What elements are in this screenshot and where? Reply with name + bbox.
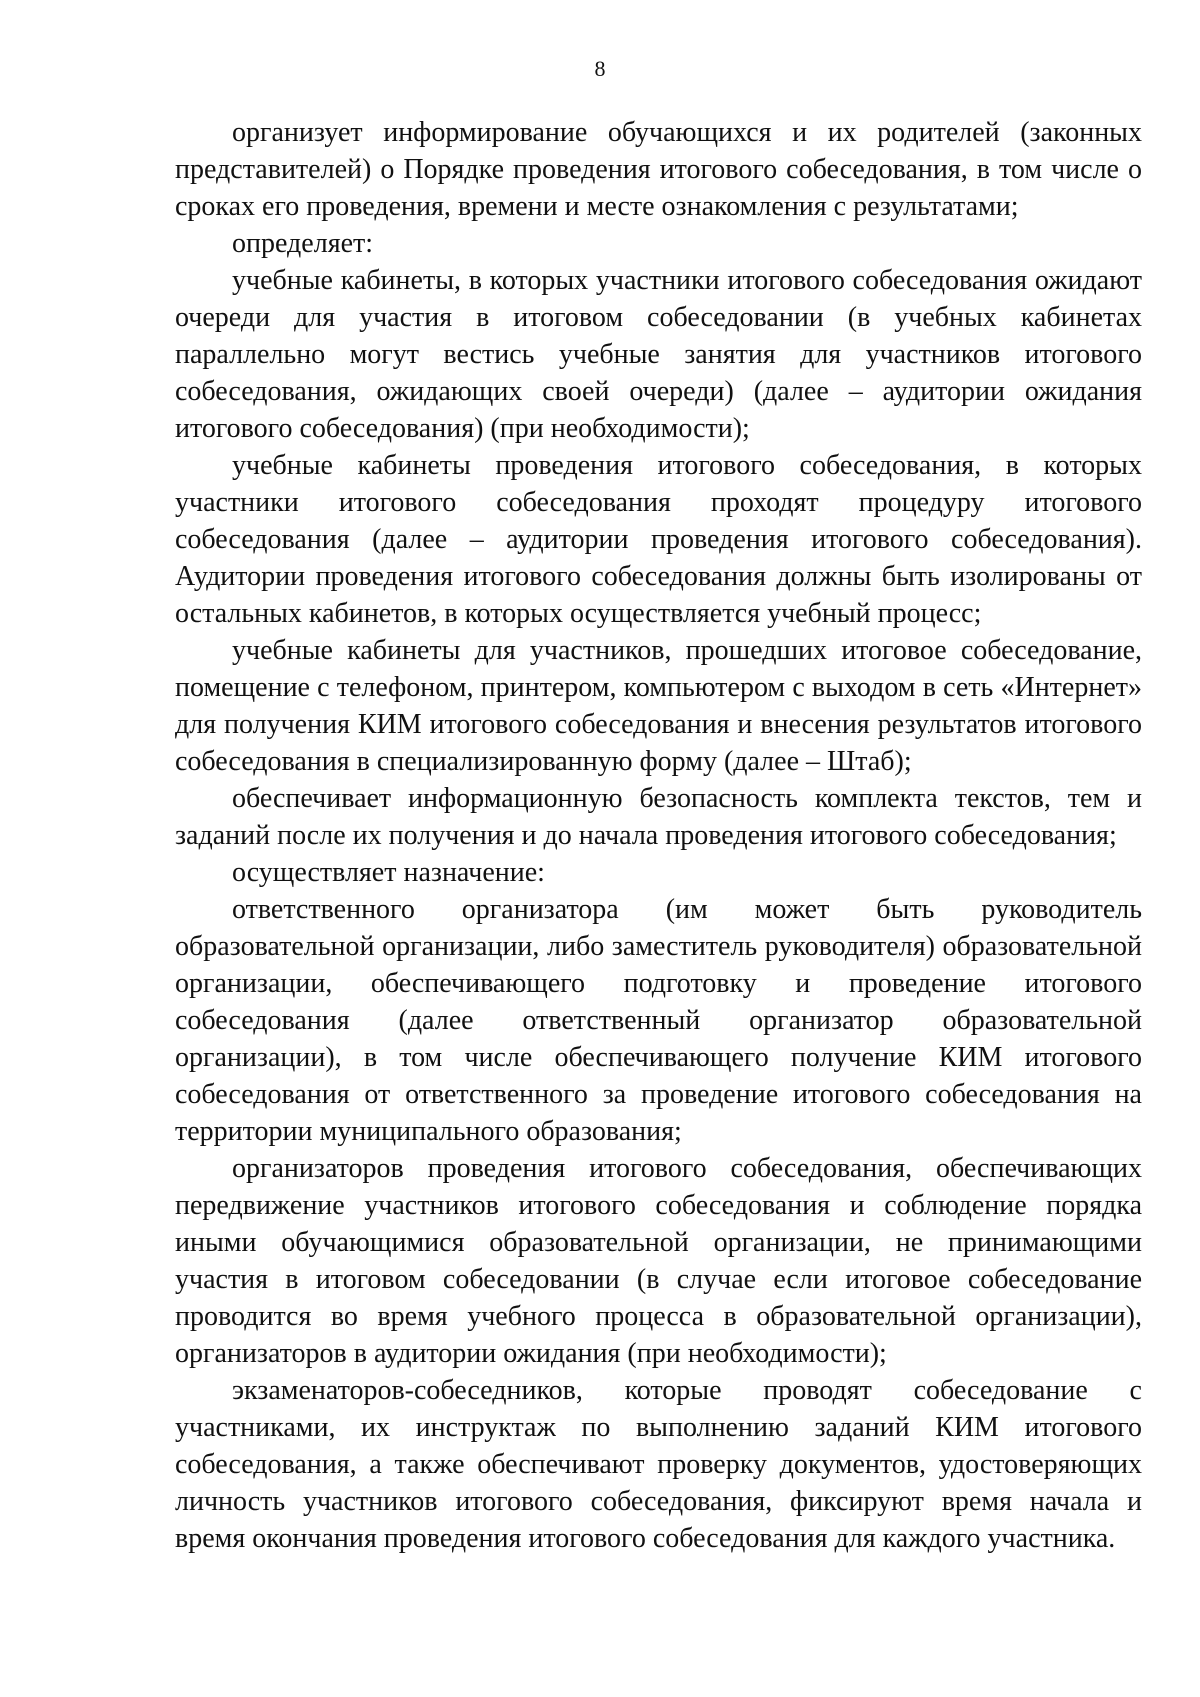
- paragraph: учебные кабинеты для участников, прошедших итоговое собеседование, помещение с телефоном, принтером, компьютером с выходом в сеть «Интернет» для получения КИМ итогового собеседования и внесения результатов итогового собеседования в специализированную форму (далее – Штаб);: [175, 635, 1142, 777]
- paragraph: учебные кабинеты проведения итогового собеседования, в которых участники итогового собеседования проходят процедуру итогового собеседования (далее – аудитории проведения итогового собеседования). Аудитории проведения итогового собеседования должны быть изолированы от остальных кабинетов, в которых осуществляется учебный процесс;: [175, 450, 1142, 629]
- page-number: 8: [594, 56, 606, 81]
- paragraph: определяет:: [232, 228, 374, 259]
- document-body: [175, 114, 1142, 1557]
- paragraph: экзаменаторов-собеседников, которые проводят собеседование с участниками, их инструктаж по выполнению заданий КИМ итогового собеседования, а также обеспечивают проверку документов, удостоверяющих личность участников итогового собеседования, фиксируют время начала и время окончания проведения итогового собеседования для каждого участника.: [175, 1375, 1142, 1554]
- paragraph: организаторов проведения итогового собеседования, обеспечивающих передвижение участников итогового собеседования и соблюдение порядка иными обучающимися образовательной организации, не принимающими участия в итоговом собеседовании (в случае если итоговое собеседование проводится во время учебного процесса в образовательной организации), организаторов в аудитории ожидания (при необходимости);: [175, 1153, 1142, 1369]
- paragraph: учебные кабинеты, в которых участники итогового собеседования ожидают очереди для участия в итоговом собеседовании (в учебных кабинетах параллельно могут вестись учебные занятия для участников итогового собеседования, ожидающих своей очереди) (далее – аудитории ожидания итогового собеседования) (при необходимости);: [175, 265, 1142, 444]
- paragraph: ответственного организатора (им может быть руководитель образовательной организации, либо заместитель руководителя) образовательной организации, обеспечивающего подготовку и проведение итогового собеседования (далее ответственный организатор образовательной организации), в том числе обеспечивающего получение КИМ итогового собеседования от ответственного за проведение итогового собеседования на территории муниципального образования;: [175, 894, 1142, 1147]
- paragraph: осуществляет назначение:: [232, 857, 545, 888]
- paragraph: обеспечивает информационную безопасность комплекта текстов, тем и заданий после их получения и до начала проведения итогового собеседования;: [175, 783, 1142, 851]
- paragraph: организует информирование обучающихся и их родителей (законных представителей) о Порядке проведения итогового собеседования, в том числе о сроках его проведения, времени и месте ознакомления с результатами;: [175, 117, 1142, 222]
